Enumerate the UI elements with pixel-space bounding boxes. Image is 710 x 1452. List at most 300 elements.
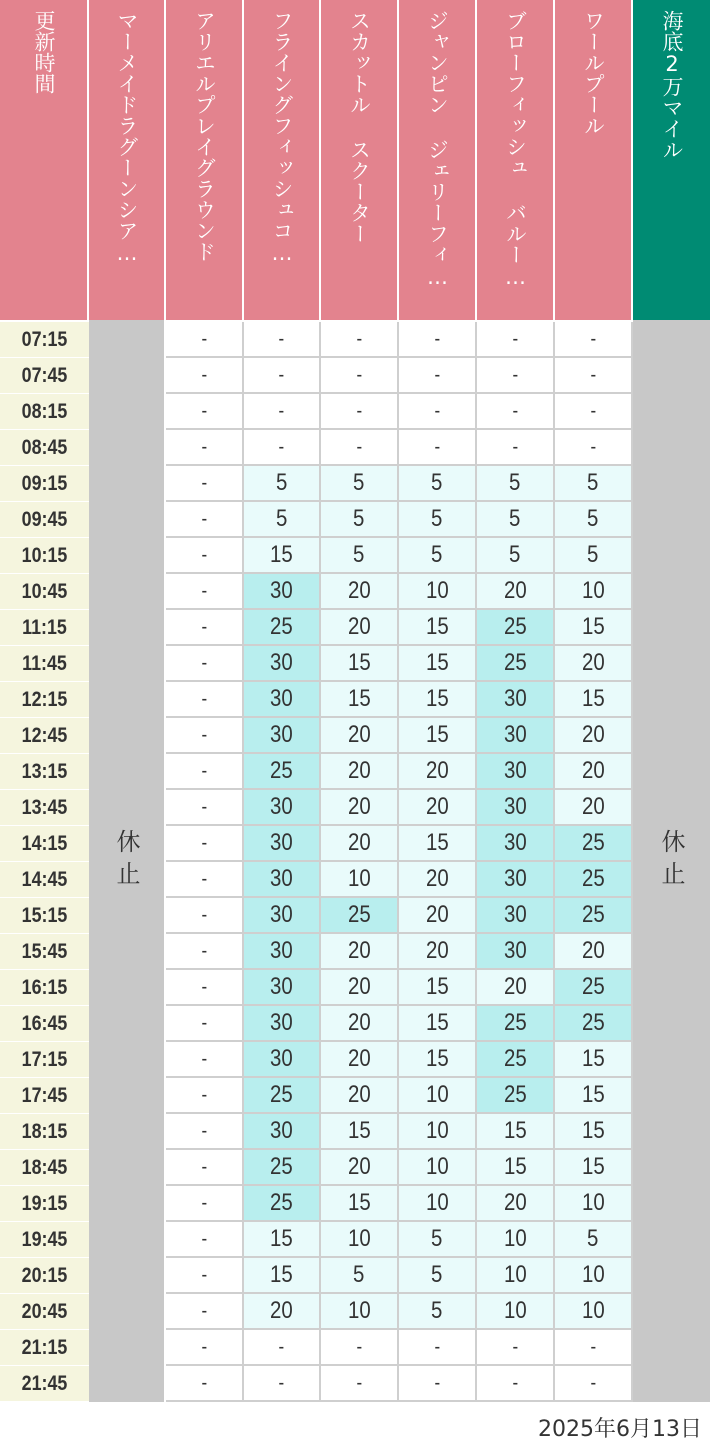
wait-value: 30 <box>503 685 527 712</box>
wait-cell <box>399 682 477 718</box>
wait-value: 20 <box>425 901 449 928</box>
header-attraction-label: ジャンピン ジェリーフィ… <box>425 10 450 289</box>
wait-value: - <box>201 1191 207 1214</box>
wait-cell <box>321 502 399 538</box>
wait-cell <box>477 610 555 646</box>
time-label: 13:45 <box>21 795 68 819</box>
wait-cell <box>555 682 633 718</box>
wait-value: 20 <box>347 793 371 820</box>
wait-value: 15 <box>503 1153 527 1180</box>
wait-value: - <box>512 327 518 350</box>
wait-value: 10 <box>347 1225 371 1252</box>
wait-cell <box>321 466 399 502</box>
wait-cell <box>399 862 477 898</box>
wait-value: - <box>201 1119 207 1142</box>
wait-value: 15 <box>425 829 449 856</box>
wait-cell <box>399 322 477 358</box>
wait-value: - <box>590 363 596 386</box>
time-cell <box>0 898 89 934</box>
wait-value: 30 <box>503 793 527 820</box>
wait-value: - <box>590 1371 596 1394</box>
wait-value: - <box>201 435 207 458</box>
wait-value: - <box>278 1371 285 1394</box>
wait-value: 15 <box>581 1045 605 1072</box>
wait-value: 20 <box>270 1297 293 1324</box>
time-cell <box>0 1042 89 1078</box>
wait-value: 20 <box>347 721 371 748</box>
wait-cell <box>166 682 244 718</box>
wait-cell <box>477 1078 555 1114</box>
wait-value: - <box>278 363 285 386</box>
wait-value: 15 <box>425 1045 449 1072</box>
time-cell <box>0 862 89 898</box>
wait-value: 10 <box>425 1189 449 1216</box>
wait-cell <box>399 1078 477 1114</box>
wait-cell <box>555 358 633 394</box>
wait-cell <box>166 1078 244 1114</box>
time-label: 12:45 <box>21 723 68 747</box>
update-date: 2025年6月13日 <box>538 1417 702 1442</box>
wait-cell <box>244 1330 321 1366</box>
wait-value: 15 <box>425 685 449 712</box>
time-label: 16:45 <box>21 1011 68 1035</box>
wait-value: 5 <box>353 505 365 532</box>
wait-value: - <box>201 471 207 494</box>
wait-value: - <box>201 759 207 782</box>
wait-value: 5 <box>431 1297 443 1324</box>
wait-value: 30 <box>270 829 293 856</box>
wait-cell <box>321 1114 399 1150</box>
wait-cell <box>555 1078 633 1114</box>
time-label: 17:45 <box>21 1083 68 1107</box>
wait-cell <box>477 1294 555 1330</box>
wait-value: - <box>278 435 285 458</box>
header-attraction-label: マーメイドラグーンシア… <box>115 10 139 265</box>
wait-value: - <box>512 1371 518 1394</box>
time-cell <box>0 826 89 862</box>
time-cell <box>0 322 89 358</box>
wait-cell <box>244 862 321 898</box>
wait-cell <box>321 1150 399 1186</box>
wait-cell <box>321 430 399 466</box>
wait-cell <box>166 646 244 682</box>
wait-cell <box>477 538 555 574</box>
wait-cell <box>477 1330 555 1366</box>
wait-cell <box>321 1294 399 1330</box>
wait-value: 25 <box>503 1081 527 1108</box>
header-attraction-3 <box>321 0 399 320</box>
wait-value: 30 <box>503 757 527 784</box>
wait-cell <box>244 1222 321 1258</box>
wait-value: 10 <box>581 1189 605 1216</box>
wait-cell <box>166 394 244 430</box>
wait-cell <box>166 1366 244 1402</box>
wait-cell <box>555 394 633 430</box>
time-cell <box>0 394 89 430</box>
wait-cell <box>555 322 633 358</box>
wait-value: 20 <box>347 829 371 856</box>
header-attraction-label: 海底2万マイル <box>660 10 684 160</box>
wait-cell <box>399 574 477 610</box>
wait-value: 25 <box>270 1189 293 1216</box>
wait-cell <box>477 358 555 394</box>
time-label: 10:15 <box>21 543 68 567</box>
header-attraction-2 <box>244 0 321 320</box>
wait-value: 5 <box>353 1261 365 1288</box>
wait-cell <box>166 754 244 790</box>
wait-value: 30 <box>503 901 527 928</box>
wait-value: 30 <box>270 1045 293 1072</box>
wait-value: 10 <box>425 577 449 604</box>
wait-cell <box>477 646 555 682</box>
wait-value: 15 <box>270 541 293 568</box>
time-cell <box>0 1150 89 1186</box>
time-cell <box>0 1330 89 1366</box>
wait-value: 15 <box>581 1153 605 1180</box>
wait-value: 5 <box>431 1225 443 1252</box>
wait-cell <box>321 322 399 358</box>
wait-value: 5 <box>275 469 288 496</box>
time-label: 08:45 <box>21 435 68 459</box>
wait-value: - <box>201 939 207 962</box>
wait-cell <box>244 538 321 574</box>
wait-cell <box>321 754 399 790</box>
wait-cell <box>166 790 244 826</box>
wait-value: 20 <box>347 757 371 784</box>
wait-cell <box>321 1330 399 1366</box>
wait-value: 20 <box>581 793 605 820</box>
time-label: 14:15 <box>21 831 68 855</box>
wait-value: - <box>590 399 596 422</box>
wait-value: 25 <box>270 1081 293 1108</box>
closed-label: 休止 <box>657 829 685 893</box>
wait-cell <box>477 970 555 1006</box>
wait-value: 15 <box>581 1081 605 1108</box>
wait-cell <box>321 682 399 718</box>
time-cell <box>0 682 89 718</box>
wait-cell <box>166 934 244 970</box>
wait-cell <box>399 502 477 538</box>
wait-value: 15 <box>270 1261 293 1288</box>
header-attraction-5 <box>477 0 555 320</box>
wait-cell <box>321 1042 399 1078</box>
wait-cell <box>399 1366 477 1402</box>
wait-cell <box>166 574 244 610</box>
wait-value: 25 <box>581 829 605 856</box>
wait-value: - <box>512 435 518 458</box>
time-cell <box>0 430 89 466</box>
wait-value: - <box>512 1335 518 1358</box>
wait-value: 15 <box>581 1117 605 1144</box>
wait-value: - <box>201 399 207 422</box>
time-cell <box>0 358 89 394</box>
wait-value: - <box>201 1227 207 1250</box>
wait-value: - <box>201 1335 207 1358</box>
wait-value: 10 <box>347 1297 371 1324</box>
wait-cell <box>244 322 321 358</box>
wait-cell <box>166 862 244 898</box>
wait-value: - <box>278 327 285 350</box>
wait-cell <box>399 826 477 862</box>
wait-cell <box>399 898 477 934</box>
wait-cell <box>244 358 321 394</box>
wait-value: 20 <box>425 865 449 892</box>
wait-cell <box>399 646 477 682</box>
wait-cell <box>166 1222 244 1258</box>
wait-cell <box>166 1006 244 1042</box>
wait-cell <box>166 466 244 502</box>
wait-value: 20 <box>581 937 605 964</box>
wait-cell <box>477 574 555 610</box>
wait-value: - <box>434 1335 440 1358</box>
wait-cell <box>166 1042 244 1078</box>
wait-cell <box>166 1258 244 1294</box>
wait-cell <box>555 754 633 790</box>
wait-value: 5 <box>353 541 365 568</box>
wait-value: 20 <box>503 577 527 604</box>
wait-cell <box>244 394 321 430</box>
wait-value: 25 <box>270 613 293 640</box>
wait-value: 20 <box>347 1045 371 1072</box>
wait-value: 25 <box>503 1009 527 1036</box>
wait-value: - <box>201 1263 207 1286</box>
wait-cell <box>244 646 321 682</box>
wait-cell <box>166 430 244 466</box>
wait-cell <box>555 826 633 862</box>
wait-cell <box>399 1258 477 1294</box>
wait-cell <box>399 934 477 970</box>
wait-value: 15 <box>347 649 371 676</box>
wait-cell <box>244 682 321 718</box>
wait-value: 10 <box>425 1117 449 1144</box>
wait-value: - <box>201 723 207 746</box>
wait-cell <box>166 898 244 934</box>
wait-value: - <box>201 867 207 890</box>
wait-cell <box>477 934 555 970</box>
wait-cell <box>399 1186 477 1222</box>
wait-value: 20 <box>347 937 371 964</box>
wait-cell <box>321 970 399 1006</box>
wait-cell <box>244 502 321 538</box>
wait-cell <box>321 358 399 394</box>
wait-cell <box>399 1042 477 1078</box>
time-cell <box>0 1186 89 1222</box>
wait-value: 20 <box>503 973 527 1000</box>
wait-value: 25 <box>503 613 527 640</box>
time-label: 20:15 <box>21 1263 68 1287</box>
wait-value: 10 <box>503 1297 527 1324</box>
wait-cell <box>244 1150 321 1186</box>
time-label: 07:15 <box>21 327 68 351</box>
wait-cell <box>244 1258 321 1294</box>
wait-value: - <box>201 1047 207 1070</box>
wait-cell <box>166 1150 244 1186</box>
wait-value: 10 <box>581 1261 605 1288</box>
wait-value: 25 <box>581 901 605 928</box>
wait-cell <box>477 754 555 790</box>
wait-cell <box>555 1294 633 1330</box>
wait-cell <box>555 610 633 646</box>
wait-value: - <box>201 975 207 998</box>
closed-label: 休止 <box>112 829 140 893</box>
wait-value: 10 <box>581 1297 605 1324</box>
wait-value: 10 <box>347 865 371 892</box>
wait-cell <box>555 466 633 502</box>
wait-cell <box>477 1006 555 1042</box>
wait-value: 20 <box>347 613 371 640</box>
wait-cell <box>321 538 399 574</box>
wait-cell <box>321 1006 399 1042</box>
time-label: 13:15 <box>21 759 68 783</box>
wait-cell <box>399 466 477 502</box>
time-label: 18:45 <box>21 1155 68 1179</box>
wait-value: - <box>434 435 440 458</box>
wait-cell <box>555 718 633 754</box>
wait-value: - <box>278 399 285 422</box>
wait-value: - <box>434 399 440 422</box>
wait-value: - <box>201 1155 207 1178</box>
wait-value: 30 <box>270 901 293 928</box>
wait-cell <box>321 862 399 898</box>
wait-cell <box>399 430 477 466</box>
wait-cell <box>399 1294 477 1330</box>
wait-cell <box>399 1222 477 1258</box>
wait-value: 15 <box>347 1189 371 1216</box>
wait-value: 5 <box>587 1225 599 1252</box>
wait-cell <box>166 718 244 754</box>
wait-value: 30 <box>503 937 527 964</box>
wait-cell <box>477 862 555 898</box>
wait-cell <box>555 1042 633 1078</box>
time-label: 09:15 <box>21 471 68 495</box>
wait-value: 10 <box>503 1261 527 1288</box>
time-cell <box>0 934 89 970</box>
time-label: 11:45 <box>22 651 67 675</box>
wait-value: 30 <box>270 865 293 892</box>
time-label: 20:45 <box>21 1299 68 1323</box>
wait-cell <box>477 1150 555 1186</box>
header-attraction-0 <box>89 0 166 320</box>
wait-value: 25 <box>503 649 527 676</box>
time-label: 19:45 <box>21 1227 68 1251</box>
wait-cell <box>321 790 399 826</box>
time-label: 15:45 <box>21 939 68 963</box>
wait-value: - <box>201 1299 207 1322</box>
wait-value: 15 <box>425 973 449 1000</box>
wait-cell <box>166 1186 244 1222</box>
header-attraction-label: ワールプール <box>581 10 606 136</box>
wait-cell <box>477 1258 555 1294</box>
wait-value: - <box>356 1335 362 1358</box>
time-label: 09:45 <box>21 507 68 531</box>
time-label: 17:15 <box>21 1047 68 1071</box>
time-cell <box>0 574 89 610</box>
wait-cell <box>321 574 399 610</box>
wait-value: - <box>201 1083 207 1106</box>
wait-cell <box>244 1294 321 1330</box>
wait-value: - <box>201 795 207 818</box>
wait-cell <box>244 826 321 862</box>
wait-cell <box>555 862 633 898</box>
wait-value: 15 <box>581 685 605 712</box>
time-cell <box>0 718 89 754</box>
wait-cell <box>399 610 477 646</box>
wait-cell <box>477 682 555 718</box>
time-label: 14:45 <box>21 867 68 891</box>
wait-cell <box>321 394 399 430</box>
wait-value: 5 <box>431 469 443 496</box>
wait-cell <box>166 1330 244 1366</box>
wait-cell <box>244 466 321 502</box>
wait-value: 30 <box>270 1117 293 1144</box>
wait-cell <box>166 358 244 394</box>
wait-value: 20 <box>347 1153 371 1180</box>
wait-cell <box>477 790 555 826</box>
wait-value: - <box>512 399 518 422</box>
time-label: 08:15 <box>21 399 68 423</box>
header-attraction-label: アリエルプレイグラウンド <box>192 10 217 262</box>
wait-cell <box>477 502 555 538</box>
wait-value: 5 <box>431 1261 443 1288</box>
wait-value: 15 <box>503 1117 527 1144</box>
wait-value: 30 <box>270 973 293 1000</box>
time-cell <box>0 1078 89 1114</box>
wait-cell <box>399 538 477 574</box>
wait-value: - <box>201 831 207 854</box>
wait-cell <box>166 1114 244 1150</box>
wait-value: - <box>201 1011 207 1034</box>
wait-value: - <box>590 1335 596 1358</box>
header-attraction-7 <box>633 0 710 320</box>
wait-value: 25 <box>581 865 605 892</box>
header-attraction-label: ブローフィッシュ バルー… <box>503 10 528 289</box>
wait-value: 20 <box>347 973 371 1000</box>
wait-cell <box>321 1222 399 1258</box>
wait-value: 5 <box>587 469 599 496</box>
wait-value: - <box>201 327 207 350</box>
wait-value: 30 <box>503 865 527 892</box>
wait-value: 15 <box>347 685 371 712</box>
wait-value: 20 <box>347 1009 371 1036</box>
wait-cell <box>244 1078 321 1114</box>
wait-cell <box>244 1186 321 1222</box>
wait-cell <box>321 1258 399 1294</box>
wait-cell <box>244 574 321 610</box>
wait-cell <box>244 898 321 934</box>
wait-value: 20 <box>503 1189 527 1216</box>
wait-cell <box>321 646 399 682</box>
wait-value: - <box>201 507 207 530</box>
wait-value: 30 <box>503 721 527 748</box>
time-cell <box>0 610 89 646</box>
wait-value: 10 <box>425 1081 449 1108</box>
wait-cell <box>555 538 633 574</box>
wait-value: 25 <box>503 1045 527 1072</box>
wait-cell <box>244 610 321 646</box>
wait-cell <box>555 430 633 466</box>
wait-value: 10 <box>581 577 605 604</box>
wait-cell <box>399 970 477 1006</box>
wait-value: 5 <box>509 541 521 568</box>
wait-value: - <box>512 363 518 386</box>
wait-value: 5 <box>431 541 443 568</box>
wait-cell <box>321 934 399 970</box>
wait-cell <box>244 1366 321 1402</box>
header-attraction-4 <box>399 0 477 320</box>
wait-value: 30 <box>270 793 293 820</box>
wait-value: 10 <box>425 1153 449 1180</box>
wait-cell <box>477 1366 555 1402</box>
